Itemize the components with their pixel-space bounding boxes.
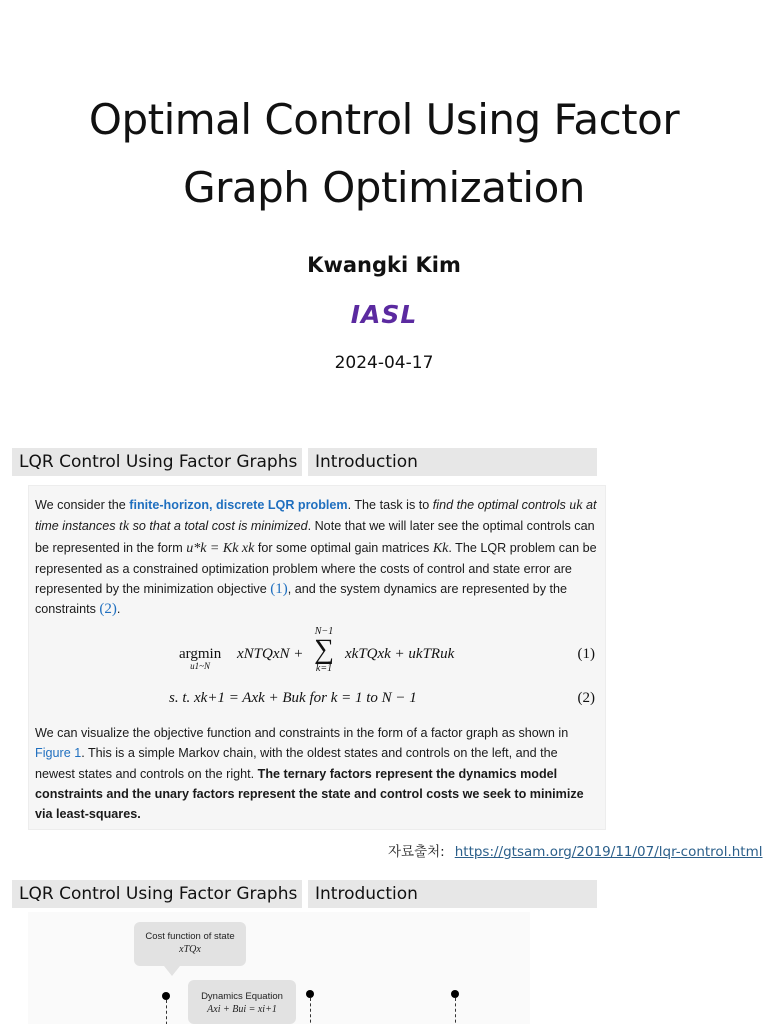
equation-1-stage-cost: xkTQxk + ukTRuk [345,646,455,662]
para1-text-6: , and the system dynamics are represented by the constraints [35,582,568,617]
equation-1-terminal-cost: xNTQxN + [237,646,304,662]
unary-factor-node [162,992,170,1000]
factor-node [306,990,314,998]
sum-upper-limit: N−1 [314,626,334,637]
section1-topic-tag: LQR Control Using Factor Graphs [12,448,302,476]
figure-1-link[interactable]: Figure 1 [35,746,82,761]
presentation-date: 2024-04-17 [334,353,434,373]
iasl-logo: IASL [350,300,418,329]
para1-text-7: . [116,602,121,617]
state-cost-callout [134,922,246,966]
section2-subtopic-tag: Introduction [308,880,597,908]
factor-edge [310,998,311,1024]
math-tk: tk [119,519,130,535]
argmin-subscript: u1~N [190,661,211,671]
lqr-problem-link[interactable]: finite-horizon, discrete LQR problem [129,498,348,512]
para1-italic-1: find the optimal controls [432,498,566,512]
math-Kk: Kk [432,540,449,556]
slide-title-line1: Optimal Control Using Factor [88,95,680,144]
factor-edge [166,1000,167,1024]
para2-text-1: We can visualize the objective function and constraints in the form of a factor graph as shown in [35,726,569,740]
factor-node [451,990,459,998]
factor-graph-figure [28,912,530,1024]
argmin-operator [179,646,221,671]
sigma-icon: ∑ [314,634,334,665]
para1-text-2: . The task is to [347,498,433,512]
equation-2-number: (2) [577,690,595,706]
source-link[interactable]: https://gtsam.org/2019/11/07/lqr-control.html [454,844,763,860]
factor-edge [455,998,456,1024]
equation-1 [29,626,607,676]
equation-ref-2[interactable]: (2) [99,601,117,618]
slide-title-line2: Graph Optimization [183,163,585,212]
para1-text-1: We consider the [35,498,130,512]
equation-2-constraint: s. t. xk+1 = Axk + Buk for k = 1 to N − 1 [169,690,417,706]
equation-ref-1[interactable]: (1) [270,581,288,598]
equation-1-number: (1) [577,646,595,662]
dynamics-callout [188,980,296,1024]
dynamics-label: Dynamics Equation [201,991,283,1002]
state-cost-math: xTQx [179,944,201,955]
para1-text-4: for some optimal gain matrices [254,540,433,555]
equation-2 [29,690,607,712]
para2-text-2: . This is a simple Markov chain, with the oldest states and controls on the left, and the newest states and controls on the right. [35,746,558,781]
sum-lower-limit: k=1 [315,663,333,674]
intro-paragraph [35,495,601,620]
para1-text-3: . Note that we will later see the optimal controls can be represented in the form [35,519,595,555]
para1-italic-2: at time instances [35,498,597,534]
state-cost-label: Cost function of state [145,931,235,942]
section2-topic-tag: LQR Control Using Factor Graphs [12,880,302,908]
para2-bold-text: The ternary factors represent the dynamics model constraints and the unary factors represent the state and control costs we seek to minimize via least-squares. [35,766,584,822]
lqr-excerpt-panel [28,485,606,830]
math-uk: uk [569,498,583,513]
author-name: Kwangki Kim [307,253,461,277]
section1-subtopic-tag: Introduction [308,448,597,476]
source-label: 자료출처: [388,844,445,860]
para1-text-5: . The LQR problem can be represented as a constrained optimization problem where the costs of control and state error are represented by the minimization objective [35,540,597,597]
summation-symbol [309,626,339,674]
para1-italic-3: so that a total cost is minimized [129,519,308,534]
argmin-label: argmin [179,646,222,662]
math-optimal-form: u*k = Kk xk [186,540,255,556]
factor-graph-paragraph [35,723,601,824]
source-citation [388,840,762,860]
dynamics-math: Axi + Bui = xi+1 [207,1004,277,1015]
